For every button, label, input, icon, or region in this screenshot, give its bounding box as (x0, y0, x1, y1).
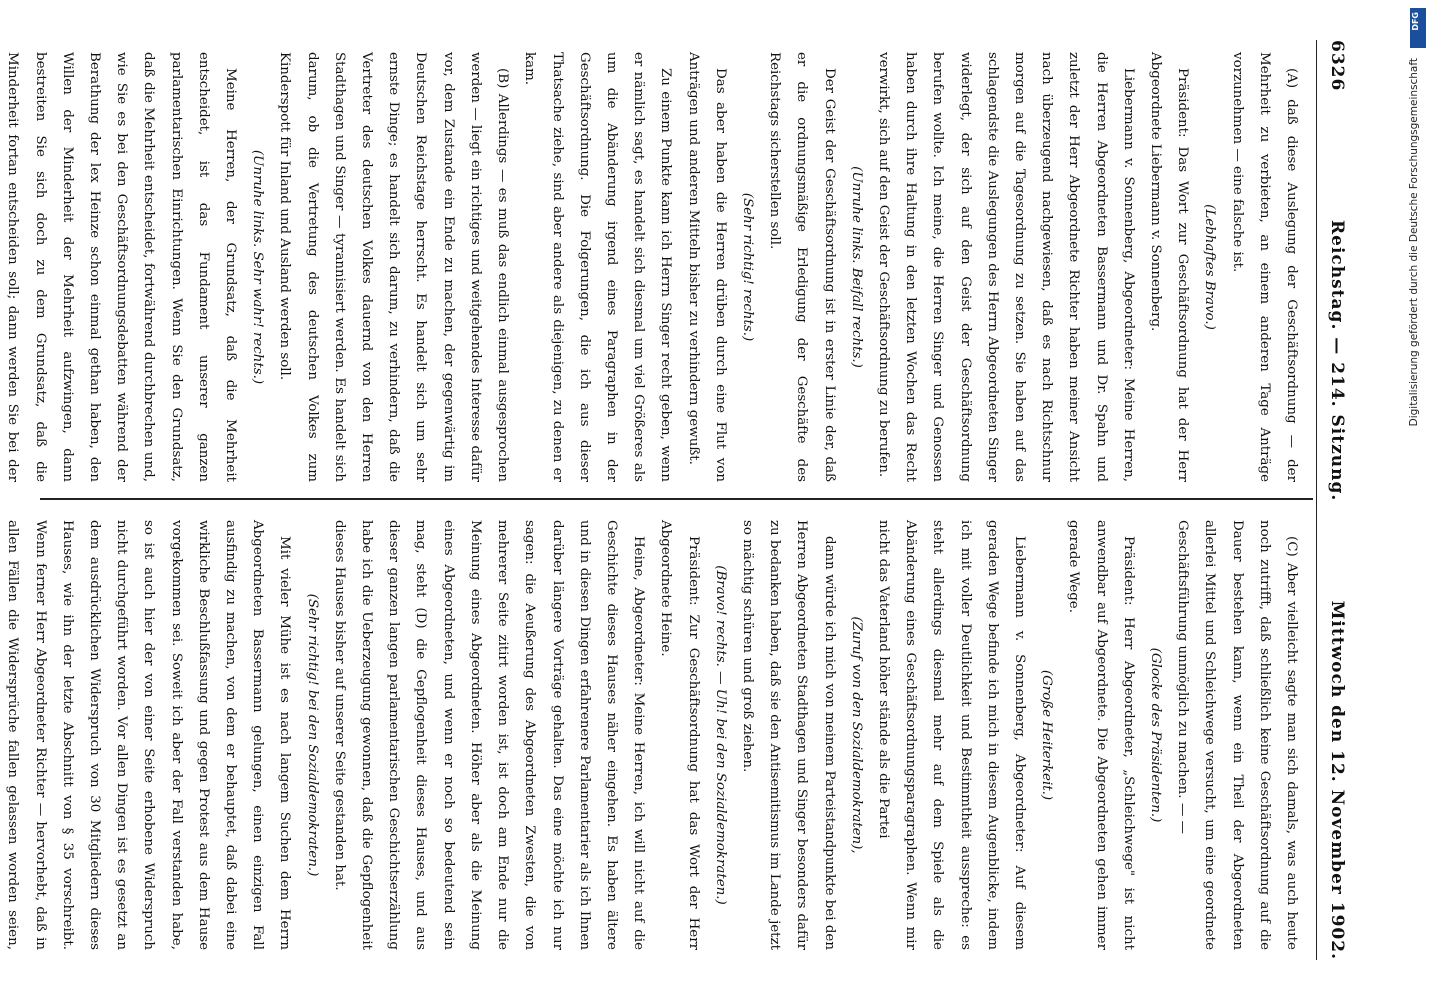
paragraph: (Zuruf von den Sozialdemokraten), (848, 616, 864, 854)
paragraph: (Große Heiterkeit.) (1039, 669, 1055, 801)
digitization-credit (1408, 8, 1430, 992)
paragraph: (Sehr richtig! bei den Sozialdemokraten.) (304, 593, 320, 877)
paragraph: Zu einem Punkte kann ich Herrn Singer recht geben, wenn er nämlich sagt, es handelt sich diesmal um viel Größeres als um die Abänderung irgend eines Paragraphen in der Geschäftsordnung. Die Folgerungen, die ich aus dieser Thatsache ziehe, sind aber andere als diejenigen, zu denen er kam. (522, 52, 674, 482)
paragraph: Präsident: Zur Geschäftsordnung hat das Wort der Herr Abgeordnete Heine. (658, 520, 701, 950)
paragraph: (Bravo! rechts. — Uh! bei den Sozialdemokraten.) (712, 565, 728, 905)
header-rule (1316, 40, 1317, 960)
session-date: Mittwoch den 12. November 1902. (1327, 600, 1347, 960)
page-header (1319, 40, 1347, 960)
paragraph: (C) Aber vielleicht sagte man sich damals, was auch heute noch zutrifft, daß schließlich keine Geschäftsordnung auf die Dauer bestehen kann, wenn ein Theil der Abgeordneten allerlei Mittel und Schleichwege versucht, um eine geordnete Geschäftsführung unmöglich zu machen. — — (1175, 520, 1299, 950)
paragraph: (A) daß diese Auslegung der Geschäftsordnung — der Mehrheit zu verbieten, an einem anderen Tage Anträge vorzunehmen — eine falsche ist. (1229, 52, 1299, 482)
session-title: Reichstag. — 214. Sitzung. (1327, 220, 1347, 502)
paragraph: Liebermann v. Sonnenberg, Abgeordneter: Meine Herren, die Herren Abgeordneten Bassermann und Dr. Spahn und zuletzt der Herr Abgeordnete Richter haben meiner Ansicht nach überzeugend nachgewiesen, daß es nach Richtschnur morgen auf die Tagesordnung zu setzen. Sie haben auf das schlagendste die Auslegungen des Herrn Abgeordneten Singer widerlegt, der sich auf den Geist der Geschäftsordnung berufen wollte. Ich meine, die Herren Singer und Genossen haben durch ihre Haltung in den letzten Wochen das Recht verwirkt, sich auf den Geist der Geschäftsordnung zu berufen. (875, 52, 1136, 482)
column-divider (40, 498, 1313, 500)
paragraph: Mit vieler Mühe ist es nach langem Suchen dem Herrn Abgeordneten Bassermann gelungen, einen einzigen Fall ausfindig zu machen, von dem er behauptet, daß dabei eine wirkliche Beschlußfassung und gegen Protest aus dem Hause vorgekommen sei. Soweit ich aber der Fall verstanden habe, so ist auch hier der von einer Seite erhobene Widerspruch nicht durchgeführt worden. Vor allen Dingen ist es gesetzt an dem ausdrücklichen Widerspruch von 30 Mitgliedern dieses Hauses, wie ihn der letzte Abschnitt von § 35 vorschreibt. Wenn ferner Herr Abgeordneter Richter — hervorhebt, daß in allen Fällen die Widersprüche fallen gelassen worden seien, (5, 520, 293, 950)
paragraph: (Sehr richtig! rechts.) (739, 192, 755, 342)
paragraph: dann würde ich mich von meinem Parteistandpunkte bei den Herren Abgeordneten Stadthagen und Singer besonders dafür zu bedanken haben, daß sie den Antisemitismus im Lande jetzt so mächtig schüren und groß ziehen. (739, 520, 837, 950)
dfg-logo: DFG (1410, 8, 1426, 48)
paragraph: (Lebhaftes Bravo.) (1202, 204, 1218, 330)
paragraph: Der Geist der Geschäftsordnung ist in erster Linie der, daß er die ordnungsmäßige Erledigung der Geschäfte des Reichstags sicherstellen soll. (767, 52, 837, 482)
paragraph: Heine, Abgeordneter: Meine Herren, ich will nicht auf die Geschichte dieses Hauses näher eingehen. Es haben ältere und in diesen Dingen erfahrenere Parlamentarier als ich Ihnen darüber längere Vorträge gehalten. Das eine möchte ich nur sagen: die Aeußerung des Abgeordneten Zwesten, die von mehrerer Seite zitirt worden ist, ist doch am Ende nur die Meinung eines Abgeordneten. Höher aber als die Meinung eines Abgeordneten, und wenn er noch so bedeutend sein mag, steht (D) die Gepflogenheit dieses Hauses, und aus dieser ganzen langen parlamentarischen Geschichtserzählung habe ich die Ueberzeugung gewonnen, daß die Gepflogenheit dieses Hauses bisher auf unserer Seite gestanden hat. (331, 520, 647, 950)
paragraph: Meine Herren, der Grundsatz, daß die Mehrheit entscheidet, ist das Fundament unserer ganzen parlamentarischen Einrichtungen. Wenn Sie den Grundsatz, daß die Mehrheit entscheidet, fortwährend durchbrechen und, wie Sie es bei den Geschäftsordnungsdebatten während der Berathung der lex Heinze schon einmal gethan haben, den Willen der Minderheit der Mehrheit aufzwingen, dann bestreiten Sie sich doch zu dem Grundsatz, daß die Minderheit fortan entscheiden soll; dann werden Sie bei der (5, 52, 239, 482)
paragraph: (Unruhe links. Beifall rechts.) (848, 166, 864, 368)
paragraph: (Unruhe links. Sehr wahr! rechts.) (250, 149, 266, 385)
paragraph: (B) Allerdings — es muß das endlich einmal ausgesprochen werden — liegt ein richtiges und weitgehendes Interesse dafür vor, dem Zustande ein Ende zu machen, der gegenwärtig im Deutschen Reichstage herrscht. Es handelt sich um sehr ernste Dinge; es handelt sich darum, zu verhindern, daß die Vertreter des deutschen Volkes dauernd von den Herren Stadthagen und Singer — tyrannisiert werden. Es handelt sich darum, ob die Vertretung des deutschen Volkes zum Kinderspott für Inland und Ausland werden soll. (277, 52, 511, 482)
right-column (5, 520, 1305, 950)
credit-text: Digitalisierung gefördert durch die Deutsche Forschungsgemeinschaft (1408, 58, 1420, 427)
page-number: 6326 (1327, 40, 1347, 92)
paragraph: Präsident: Das Wort zur Geschäftsordnung hat der Herr Abgeordnete Liebermann v. Sonnenberg. (1147, 52, 1191, 482)
paragraph: Liebermann v. Sonnenberg, Abgeordneter: Auf diesem geraden Wege befinde ich mich in diesem Augenblicke, indem ich mit voller Deutlichkeit und Bestimmtheit ausspreche: es steht allerdings diesmal mehr auf dem Spiele als die Abänderung eines Geschäftsordnungsparagraphen. Wenn mir nicht das Vaterland höher stände als die Partei (875, 520, 1027, 950)
paragraph: Das aber haben die Herren drüben durch eine Flut von Anträgen und anderen Mitteln bisher zu verhindern gewußt. (685, 52, 728, 482)
left-column (5, 52, 1305, 482)
paragraph: (Glocke des Präsidenten.) (1147, 647, 1163, 823)
paragraph: Präsident: Herr Abgeordneter, „Schleichwege" ist nicht anwendbar auf Abgeordnete. Die Abgeordneten gehen immer gerade Wege. (1066, 520, 1136, 950)
